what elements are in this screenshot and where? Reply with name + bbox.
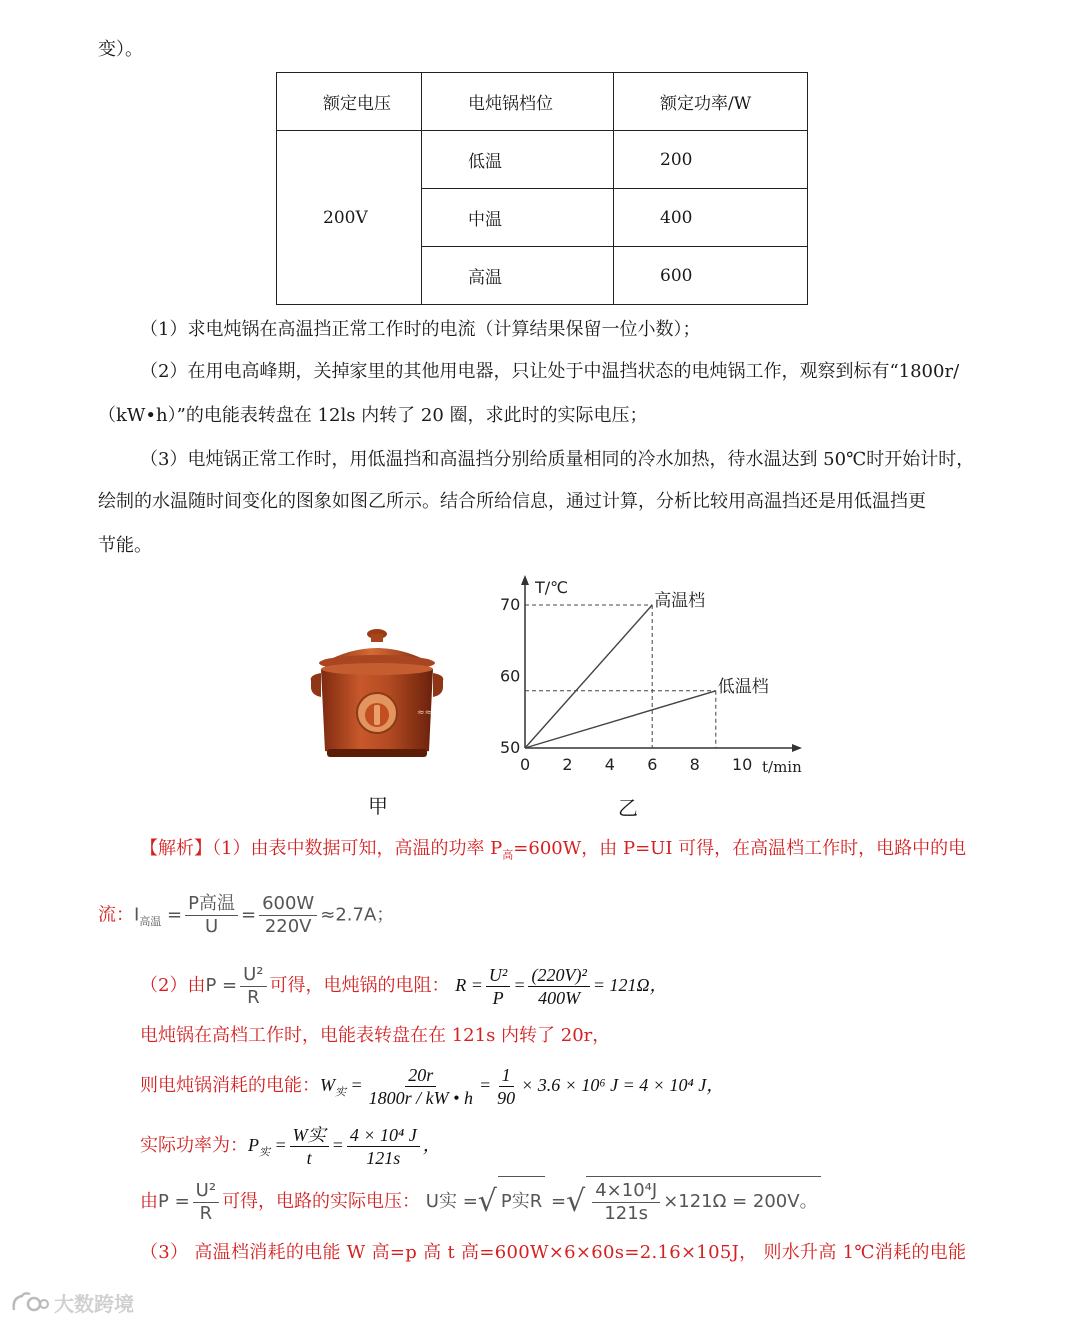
formula-result: × 3.6 × 10⁶ J = 4 × 10⁴ J， <box>521 1075 725 1095</box>
formula-fraction <box>259 893 317 938</box>
solution-text: 可得，电路的实际电压： <box>222 1191 421 1212</box>
question-2-line-1: （2）在用电高峰期，关掉家里的其他用电器，只让处于中温挡状态的电炖锅工作，观察到标有“1800r/ <box>140 361 960 382</box>
table-header-cell: 电炖锅档位 <box>422 73 614 131</box>
frac-den: R <box>247 986 260 1008</box>
formula-text: P = <box>158 1191 190 1212</box>
spec-table <box>276 72 808 305</box>
question-3-line-1: （3）电炖锅正常工作时，用低温挡和高温挡分别给质量相同的冷水加热，待水温达到 50℃时开始计时， <box>140 449 975 470</box>
frac-den: R <box>199 1202 213 1224</box>
formula-text: P = <box>205 975 238 996</box>
frac-den: 220V <box>264 916 312 937</box>
table-header-cell: 额定电压 <box>277 73 422 131</box>
y-axis-label: T/℃ <box>535 578 569 597</box>
subscript: 实 <box>335 1086 346 1099</box>
slow-cooker-illustration <box>305 625 450 765</box>
frac-num: 4×10⁴J <box>592 1180 660 1203</box>
y-tick-label: 50 <box>500 738 521 757</box>
watermark-logo-icon <box>10 1290 50 1316</box>
solution-line-1 <box>140 837 966 868</box>
series-line <box>525 605 652 748</box>
watermark-text: 大数跨境 <box>54 1292 134 1316</box>
formula-fraction <box>347 1124 420 1169</box>
svg-text:≈≈: ≈≈ <box>417 708 433 718</box>
solution-text: 则电炖锅消耗的电能： <box>140 1075 320 1096</box>
gear-cell: 低温 <box>422 131 614 189</box>
frac-num: P高温 <box>185 893 238 916</box>
gear-cell: 中温 <box>422 189 614 247</box>
frac-den: U <box>204 916 219 937</box>
solution-line-3: （2）由P = $\frac{\text{U²}}{R}$ 可得，电炖锅的电阻： R = $\frac{\text{U²}}{P}$ = $\frac{\text{(220V)²}}{400W}$ = 121Ω， <box>140 963 668 1008</box>
formula-result: = 121Ω， <box>592 975 668 995</box>
solution-line-8: （3） 高温档消耗的电能 W 高=p 高 t 高=600W×6×60s=2.16×105J， 则水升高 1℃消耗的电能 <box>140 1242 967 1263</box>
frac-num: W实 <box>290 1124 329 1147</box>
subscript: 高温 <box>139 915 162 929</box>
solution-text: （1）由表中数据可知，高温的功率 P <box>212 838 503 859</box>
frac-den: P <box>492 987 504 1008</box>
table-header-row <box>277 73 808 131</box>
formula-result: ≈2.7A； <box>320 904 395 926</box>
solution-line-7: 由P = $\frac{\text{U²}}{R}$ 可得，电路的实际电压： U实 =√ P实R =√ $\frac{\text{4×10⁴J}}{121s}$ ×121Ω = 200V。 <box>140 1176 821 1227</box>
frac-num: 1 <box>499 1064 514 1087</box>
power-cell: 200 <box>614 131 808 189</box>
formula-fraction <box>494 1064 518 1109</box>
x-tick-label: 2 <box>562 755 573 774</box>
watermark <box>10 1288 134 1317</box>
subscript: 实 <box>259 1146 270 1159</box>
frac-den: 1800r / kW • h <box>368 1087 473 1108</box>
solution-line-6: 实际功率为：$P_实$ = $\frac{\text{W实}}{t}$ = $\frac{\text{4 × 10⁴ J}}{121s}$ ， <box>140 1124 441 1168</box>
sqrt-term: P实R <box>498 1176 545 1227</box>
frac-den: 90 <box>497 1087 516 1108</box>
formula-fraction <box>185 893 238 938</box>
frac-num: 600W <box>259 893 317 916</box>
x-tick-label: 4 <box>604 755 615 774</box>
solution-text: =600W，由 P=UI 可得，在高温档工作时，电路中的电 <box>513 838 967 859</box>
formula-var: P <box>248 1135 259 1155</box>
formula-text: R = <box>455 975 483 995</box>
frac-num: U² <box>193 1180 219 1203</box>
x-tick-label: 8 <box>689 755 700 774</box>
power-cell: 600 <box>614 247 808 305</box>
x-axis-arrow-icon <box>792 744 802 752</box>
frac-num: U² <box>240 964 266 987</box>
formula-fraction <box>592 1180 660 1225</box>
formula-var: W <box>320 1075 335 1095</box>
frac-den: 121s <box>604 1202 649 1224</box>
frac-den: 400W <box>538 987 581 1008</box>
series-line <box>525 691 716 748</box>
temperature-chart <box>490 565 820 780</box>
question-2-line-2: （kW•h）”的电能表转盘在 12ls 内转了 20 圈，求此时的实际电压； <box>98 405 648 426</box>
series-label: 高温档 <box>654 591 706 611</box>
sqrt-term <box>586 1176 820 1227</box>
table-header-cell: 额定功率/W <box>614 73 808 131</box>
subscript: 高 <box>502 848 514 862</box>
series-label: 低温档 <box>717 676 769 697</box>
voltage-cell: 200V <box>277 131 422 305</box>
figure-caption-right: 乙 <box>618 796 638 820</box>
frac-den: t <box>306 1147 312 1168</box>
frac-num: 4 × 10⁴ J <box>347 1124 420 1147</box>
formula-result: ， <box>422 1135 441 1155</box>
question-1: （1）求电炖锅在高温挡正常工作时的电流（计算结果保留一位小数）； <box>140 319 701 340</box>
solution-text: （2）由 <box>140 975 206 996</box>
gear-cell: 高温 <box>422 247 614 305</box>
formula-var: I <box>134 904 140 926</box>
x-tick-label: 10 <box>732 755 753 774</box>
power-cell: 400 <box>614 189 808 247</box>
x-tick-label: 6 <box>647 755 658 774</box>
frac-num: 20r <box>405 1064 436 1087</box>
solution-line-4: 电炖锅在高档工作时，电能表转盘在在 121s 内转了 20r， <box>140 1025 611 1046</box>
y-tick-label: 60 <box>500 666 521 686</box>
frac-num: (220V)² <box>528 964 589 987</box>
solution-line-5: 则电炖锅消耗的电能：$W_实$ = $\frac{20r}{1800r / kW • h}$ = $\frac{1}{90}$ × 3.6 × 10⁶ J = 4 × 10⁴ J， <box>140 1064 725 1108</box>
frac-den: 121s <box>366 1147 401 1168</box>
formula-fraction <box>193 1180 219 1225</box>
y-axis-arrow-icon <box>521 575 529 585</box>
formula-text: U实 = <box>425 1191 478 1212</box>
x-axis-label: t/min <box>762 758 802 776</box>
formula-fraction <box>240 964 266 1009</box>
solution-text: 流： <box>98 904 134 926</box>
formula-fraction <box>366 1064 476 1109</box>
question-3-line-2: 绘制的水温随时间变化的图象如图乙所示。结合所给信息，通过计算，分析比较用高温挡还是用低温挡更 <box>98 491 926 512</box>
solution-text: 由 <box>140 1191 158 1212</box>
solution-text: 实际功率为： <box>140 1135 248 1156</box>
intro-tail: 变）。 <box>98 39 143 60</box>
formula-fraction <box>290 1124 329 1169</box>
solution-tag: 【解析】 <box>140 838 212 859</box>
x-tick-label: 0 <box>520 755 531 774</box>
formula-fraction <box>528 964 589 1009</box>
formula-result: ×121Ω = 200V。 <box>663 1191 818 1212</box>
figure-caption-left: 甲 <box>368 794 388 818</box>
table-row <box>277 131 808 189</box>
solution-line-2: 流：$I_{高温}$ = $\frac{\text{P高温}}{U}$ = $\frac{600W}{220V}$ ≈2.7A； <box>98 893 395 937</box>
solution-text: 可得，电炖锅的电阻： <box>269 975 450 996</box>
frac-num: U² <box>486 964 510 987</box>
formula-fraction <box>486 964 510 1009</box>
y-tick-label: 70 <box>500 595 521 614</box>
question-3-line-3: 节能。 <box>98 535 152 556</box>
